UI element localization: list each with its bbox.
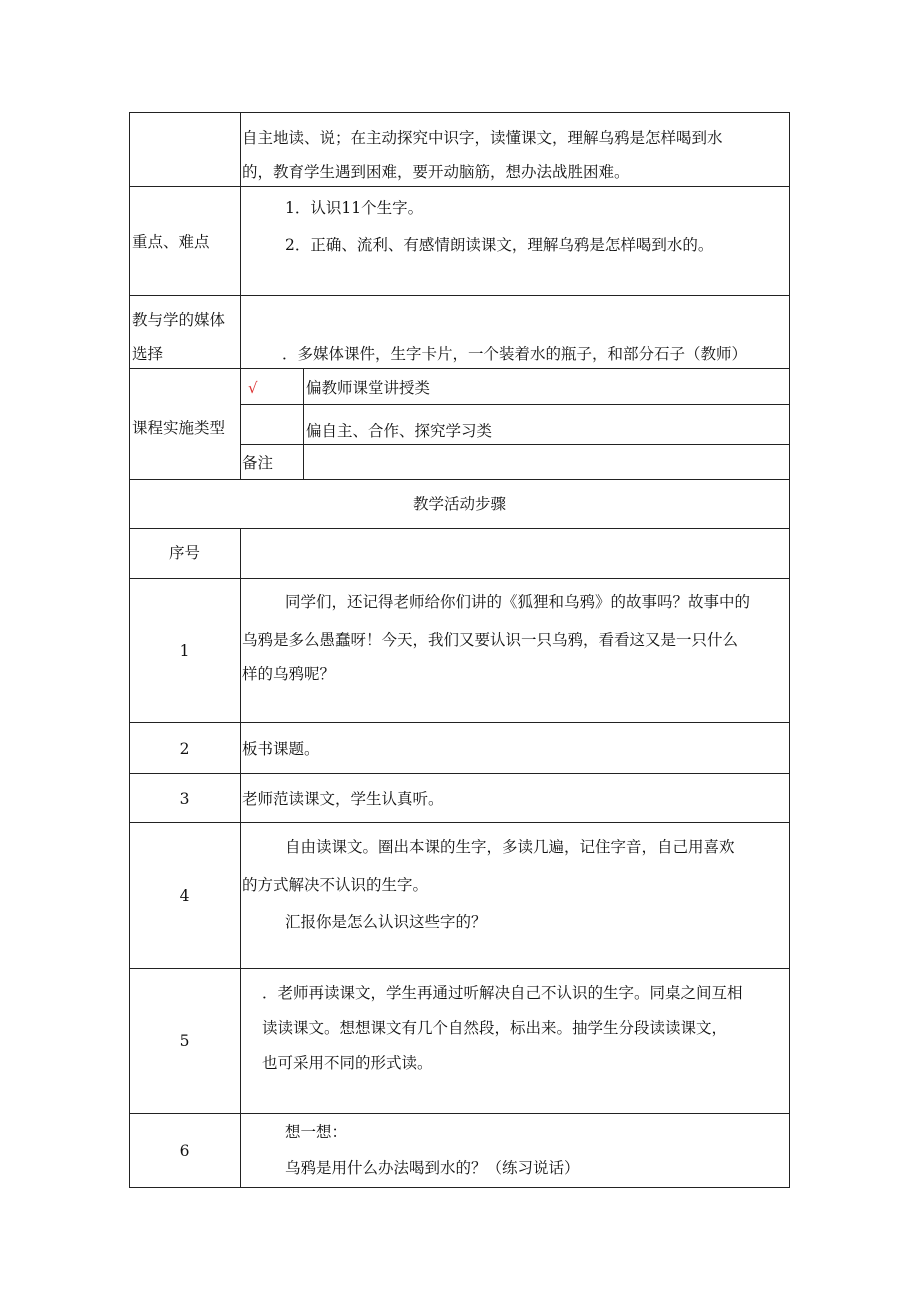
row-line [129,1113,790,1114]
step-text: 读读课文。想想课文有几个自然段，标出来。抽学生分段读读课文， [262,1019,728,1037]
seq-label: 序号 [168,544,200,562]
step-text: 乌鸦是多么愚蠢呀！今天，我们又要认识一只乌鸦，看看这又是一只什么 [242,631,739,649]
row-line [240,404,790,405]
goal-text-line2: 的，教育学生遇到困难，要开动脑筋，想办法战胜困难。 [242,163,630,181]
border-bottom [129,1187,790,1188]
step-number: 1 [179,642,190,660]
step-number: 3 [179,790,190,808]
row-line [129,822,790,823]
remark-label: 备注 [242,454,274,472]
step-text: ．老师再读课文，学生再通过听解决自己不认识的生字。同桌之间互相 [262,984,743,1002]
row-line [240,444,790,445]
row-line [129,186,790,187]
step-text: 板书课题。 [242,740,320,758]
step-text: 乌鸦是用什么办法喝到水的？（练习说话） [285,1159,580,1177]
step-number: 5 [179,1032,190,1050]
col-divider-type [303,368,304,479]
course-type-option-1: 偏教师课堂讲授类 [306,379,431,397]
step-text: 也可采用不同的形式读。 [262,1054,433,1072]
key-point-1: 1．认识11个生字。 [285,199,424,217]
row-line [129,722,790,723]
media-label-line1: 教与学的媒体 [132,311,226,329]
step-text: 同学们，还记得老师给你们讲的《狐狸和乌鸦》的故事吗？故事中的 [285,593,751,611]
row-line [129,295,790,296]
activities-header: 教学活动步骤 [412,495,506,513]
step-text: 想一想： [285,1123,348,1141]
row-line [129,368,790,369]
media-label-line2: 选择 [132,345,164,363]
course-type-label: 课程实施类型 [132,419,226,437]
key-points-label: 重点、难点 [132,233,210,251]
media-value: ．多媒体课件，生字卡片，一个装着水的瓶子，和部分石子（教师） [282,345,748,363]
border-top [129,112,790,113]
key-point-2: 2．正确、流利、有感情朗读课文，理解乌鸦是怎样喝到水的。 [285,236,714,254]
step-text: 样的乌鸦呢？ [242,665,336,683]
row-line [129,968,790,969]
row-line [129,578,790,579]
course-type-option-2: 偏自主、合作、探究学习类 [306,422,493,440]
goal-text-line1: 自主地读、说；在主动探究中识字，读懂课文，理解乌鸦是怎样喝到水 [242,129,723,147]
border-right [789,112,790,1188]
check-mark-icon: √ [248,379,258,397]
step-text: 自由读课文。圈出本课的生字，多读几遍，记住字音，自己用喜欢 [285,838,735,856]
step-number: 4 [179,887,190,905]
step-text: 老师范读课文，学生认真听。 [242,790,444,808]
col-divider-bottom [240,528,241,1188]
step-number: 6 [179,1142,190,1160]
row-line [129,528,790,529]
step-text: 的方式解决不认识的生字。 [242,876,429,894]
step-text: 汇报你是怎么认识这些字的？ [285,913,487,931]
step-number: 2 [179,740,190,758]
row-line [129,479,790,480]
row-line [129,773,790,774]
